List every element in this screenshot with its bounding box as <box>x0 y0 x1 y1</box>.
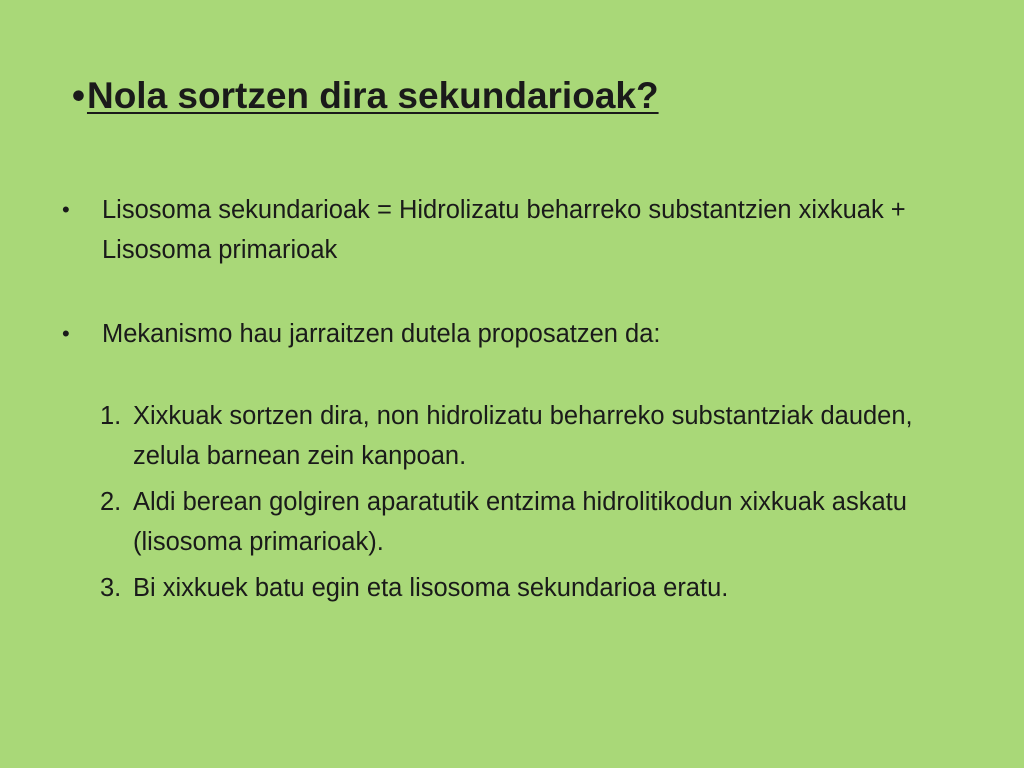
bullet-dot: • <box>62 321 70 346</box>
numbered-item-3 <box>100 568 980 608</box>
bullet-item-1 <box>60 190 980 270</box>
numbered-item-1 <box>100 396 980 476</box>
item-number: 2. <box>100 488 122 516</box>
bullet-text: Lisosoma sekundarioak = Hidrolizatu beharreko substantzien xixkuak + Lisosoma primarioak <box>102 196 906 264</box>
item-text: Xixkuak sortzen dira, non hidrolizatu beharreko substantziak dauden, zelula barnean zein kanpoan. <box>133 402 913 470</box>
bullet-item-2 <box>60 314 980 354</box>
item-number: 1. <box>100 402 122 430</box>
numbered-list <box>100 396 980 608</box>
item-text: Bi xixkuek batu egin eta lisosoma sekundarioa eratu. <box>133 574 729 602</box>
slide-title <box>72 74 659 118</box>
item-number: 3. <box>100 574 122 602</box>
bullet-dot: • <box>62 197 70 222</box>
title-text: Nola sortzen dira sekundarioak? <box>86 75 659 116</box>
slide-content <box>60 190 980 614</box>
title-bullet: • <box>72 75 85 116</box>
bullet-text: Mekanismo hau jarraitzen dutela proposatzen da: <box>102 320 661 348</box>
numbered-item-2 <box>100 482 980 562</box>
item-text: Aldi berean golgiren aparatutik entzima hidrolitikodun xixkuak askatu (lisosoma primarioak). <box>133 488 907 556</box>
